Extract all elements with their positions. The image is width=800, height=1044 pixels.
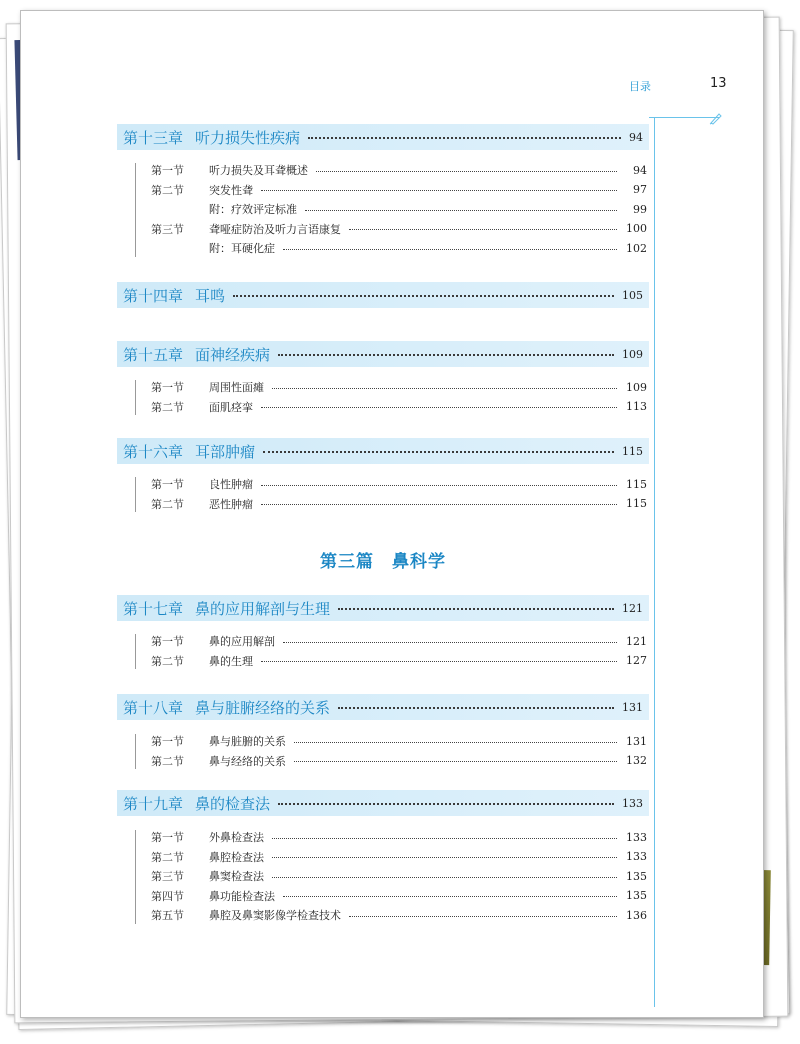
section-row[interactable] bbox=[117, 732, 649, 750]
chapter-page: 94 bbox=[629, 130, 643, 144]
section-row[interactable] bbox=[117, 378, 649, 396]
section-row[interactable] bbox=[117, 220, 649, 238]
section-title: 良性肿瘤 bbox=[209, 478, 253, 491]
section-title: 鼻的应用解剖 bbox=[209, 635, 275, 648]
section-title: 鼻腔及鼻窦影像学检查技术 bbox=[209, 909, 341, 923]
section-page: 135 bbox=[626, 889, 647, 903]
header-label: 目录 bbox=[629, 80, 651, 93]
chapter-title: 耳部肿瘤 bbox=[195, 442, 256, 461]
section-page: 135 bbox=[626, 869, 647, 883]
dot-leader bbox=[349, 916, 617, 917]
section-row[interactable] bbox=[117, 848, 649, 866]
dot-leader bbox=[233, 295, 614, 297]
section-page: 133 bbox=[626, 830, 647, 844]
section-row[interactable] bbox=[117, 887, 649, 905]
section-title: 外鼻检查法 bbox=[209, 831, 264, 844]
section-title: 聋哑症防治及听力言语康复 bbox=[209, 222, 341, 236]
section-page: 132 bbox=[626, 754, 647, 768]
section-number: 第三节 bbox=[151, 222, 184, 236]
chapter-number: 第十九章 bbox=[123, 794, 184, 813]
section-row[interactable] bbox=[117, 828, 649, 846]
chapter-page: 115 bbox=[622, 444, 643, 458]
dot-leader bbox=[263, 451, 614, 453]
section-title: 鼻窦检查法 bbox=[209, 870, 264, 884]
page-number: 13 bbox=[710, 76, 727, 91]
chapter-number: 第十五章 bbox=[123, 345, 184, 364]
section-page: 115 bbox=[626, 497, 647, 511]
chapter-number: 第十八章 bbox=[123, 698, 184, 717]
section-page: 131 bbox=[626, 734, 647, 748]
section-page: 109 bbox=[626, 380, 647, 394]
chapter-row[interactable] bbox=[117, 790, 649, 816]
toc-page bbox=[20, 10, 764, 1018]
section-title: 周围性面瘫 bbox=[209, 381, 264, 394]
section-title: 突发性聋 bbox=[209, 183, 253, 197]
chapter-row[interactable] bbox=[117, 595, 649, 621]
section-page: 136 bbox=[626, 908, 647, 922]
section-row[interactable] bbox=[117, 867, 649, 885]
dot-leader bbox=[272, 838, 617, 839]
chapter-title: 面神经疾病 bbox=[195, 345, 271, 364]
margin-rule bbox=[654, 117, 655, 1007]
section-title: 鼻功能检查法 bbox=[209, 889, 275, 903]
dot-leader bbox=[278, 803, 614, 805]
section-title: 鼻腔检查法 bbox=[209, 850, 264, 864]
chapter-title: 鼻的检查法 bbox=[195, 794, 271, 813]
section-page: 99 bbox=[633, 202, 647, 216]
dot-leader bbox=[349, 229, 617, 230]
chapter-page: 121 bbox=[622, 601, 643, 615]
section-row[interactable] bbox=[117, 475, 649, 493]
dot-leader bbox=[305, 210, 617, 211]
section-row[interactable] bbox=[117, 495, 649, 513]
dot-leader bbox=[272, 877, 617, 878]
section-number: 第一节 bbox=[151, 164, 184, 177]
dot-leader bbox=[261, 407, 617, 408]
chapter-page: 131 bbox=[622, 700, 643, 714]
pen-icon bbox=[709, 111, 723, 125]
section-page: 113 bbox=[626, 400, 647, 414]
chapter-row[interactable] bbox=[117, 341, 649, 367]
section-title: 鼻与经络的关系 bbox=[209, 754, 286, 768]
dot-leader bbox=[261, 485, 617, 486]
section-page: 94 bbox=[633, 163, 647, 177]
chapter-number: 第十七章 bbox=[123, 599, 184, 618]
chapter-title: 鼻的应用解剖与生理 bbox=[195, 599, 331, 618]
section-row[interactable] bbox=[117, 200, 649, 218]
dot-leader bbox=[261, 190, 617, 191]
section-number: 第一节 bbox=[151, 735, 184, 748]
dot-leader bbox=[283, 249, 617, 250]
chapter-page: 133 bbox=[622, 796, 643, 810]
section-number: 第五节 bbox=[151, 909, 184, 923]
section-row[interactable] bbox=[117, 181, 649, 199]
chapter-title: 听力损失性疾病 bbox=[195, 128, 301, 147]
section-number: 第二节 bbox=[151, 497, 184, 511]
dot-leader bbox=[283, 896, 617, 897]
chapter-row[interactable] bbox=[117, 124, 649, 150]
section-row[interactable] bbox=[117, 632, 649, 650]
dot-leader bbox=[283, 642, 617, 643]
section-page: 133 bbox=[626, 850, 647, 864]
chapter-row[interactable] bbox=[117, 282, 649, 308]
section-number: 第一节 bbox=[151, 635, 184, 648]
section-number: 第一节 bbox=[151, 381, 184, 394]
chapter-title: 鼻与脏腑经络的关系 bbox=[195, 698, 331, 717]
chapter-number: 第十三章 bbox=[123, 128, 184, 147]
part-heading bbox=[117, 547, 649, 572]
dot-leader bbox=[272, 857, 617, 858]
dot-leader bbox=[316, 171, 617, 172]
section-page: 100 bbox=[626, 222, 647, 236]
section-row[interactable] bbox=[117, 239, 649, 257]
section-title: 鼻的生理 bbox=[209, 654, 253, 668]
section-row[interactable] bbox=[117, 752, 649, 770]
chapter-page: 105 bbox=[622, 288, 643, 302]
chapter-number: 第十六章 bbox=[123, 442, 184, 461]
dot-leader bbox=[272, 388, 617, 389]
dot-leader bbox=[261, 504, 617, 505]
section-page: 115 bbox=[626, 477, 647, 491]
section-number: 第四节 bbox=[151, 889, 184, 903]
dot-leader bbox=[294, 761, 617, 762]
section-title: 附：耳硬化症 bbox=[209, 242, 275, 256]
chapter-page: 109 bbox=[622, 347, 643, 361]
dot-leader bbox=[294, 742, 617, 743]
section-page: 102 bbox=[626, 241, 647, 255]
section-number: 第二节 bbox=[151, 400, 184, 414]
section-number: 第二节 bbox=[151, 183, 184, 197]
chapter-row[interactable] bbox=[117, 694, 649, 720]
section-page: 121 bbox=[626, 634, 647, 648]
chapter-row[interactable] bbox=[117, 438, 649, 464]
section-row[interactable] bbox=[117, 398, 649, 416]
dot-leader bbox=[338, 707, 614, 709]
dot-leader bbox=[308, 137, 621, 139]
dot-leader bbox=[338, 608, 614, 610]
chapter-number: 第十四章 bbox=[123, 286, 184, 305]
section-title: 鼻与脏腑的关系 bbox=[209, 735, 286, 748]
part-number: 第三篇 bbox=[320, 552, 374, 572]
section-number: 第二节 bbox=[151, 754, 184, 768]
section-title: 附：疗效评定标准 bbox=[209, 203, 297, 217]
section-title: 听力损失及耳聋概述 bbox=[209, 164, 308, 177]
section-page: 97 bbox=[633, 183, 647, 197]
section-page: 127 bbox=[626, 654, 647, 668]
section-number: 第二节 bbox=[151, 850, 184, 864]
chapter-title: 耳鸣 bbox=[195, 286, 226, 305]
section-title: 面肌痉挛 bbox=[209, 400, 253, 414]
section-row[interactable] bbox=[117, 652, 649, 670]
section-title: 恶性肿瘤 bbox=[209, 497, 253, 511]
section-number: 第三节 bbox=[151, 870, 184, 884]
section-number: 第二节 bbox=[151, 654, 184, 668]
dot-leader bbox=[278, 354, 614, 356]
section-number: 第一节 bbox=[151, 478, 184, 491]
section-number: 第一节 bbox=[151, 831, 184, 844]
section-row[interactable] bbox=[117, 906, 649, 924]
section-row[interactable] bbox=[117, 161, 649, 179]
part-title: 鼻科学 bbox=[392, 552, 446, 572]
dot-leader bbox=[261, 661, 617, 662]
